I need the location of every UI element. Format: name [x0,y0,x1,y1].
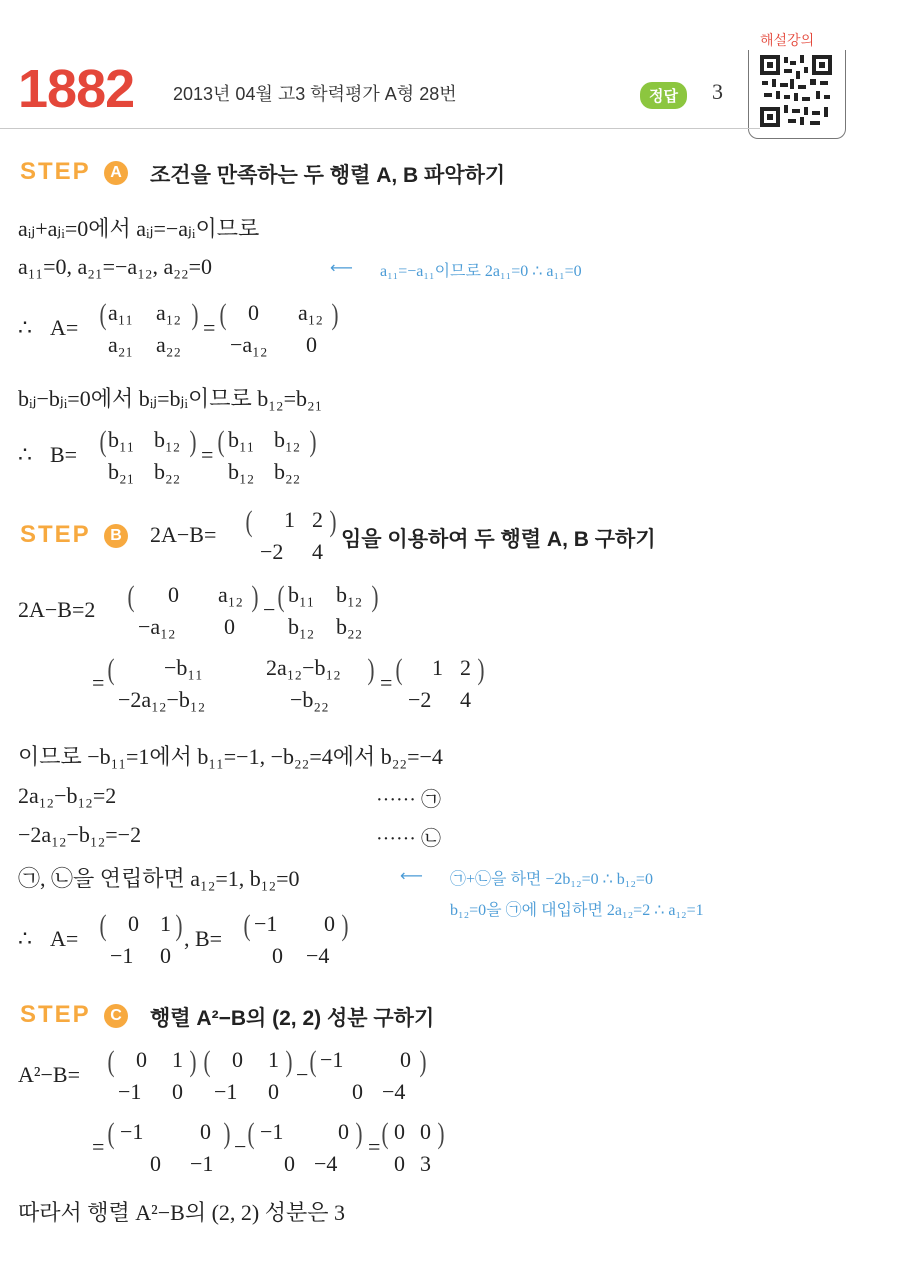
paren-right: ) [437,1117,445,1150]
stepb-m3-r2c1: −2a₁₂−b₁₂ [118,687,206,712]
step-c-label: STEP [20,1001,91,1028]
step-b-line-6: ㉠, ㉡을 연립하면 a₁₂=1, b₁₂=0 [18,866,300,891]
step-b-title-prefix: 2A−B= [150,522,217,547]
A-m1-r2c1: a₂₁ [108,332,134,357]
step-b-label: STEP [20,521,91,548]
stepb-m2-r2c2: b₂₂ [336,614,363,639]
stepb-m4-r2c1: −2 [408,687,432,712]
paren-right: ) [341,909,349,942]
result-A-r1c1: 0 [128,911,139,936]
stepc-m4-r1c1: −1 [120,1119,144,1144]
step-b-m-r2c1: −2 [260,539,284,564]
paren-left: ( [203,1045,211,1078]
paren-right: ) [371,580,379,613]
equation-2-mark: ······ ㉡ [376,828,441,850]
problem-source: 2013년 04월 고3 학력평가 A형 28번 [173,84,457,104]
stepc-m4-r2c1: 0 [150,1151,161,1176]
A-m1-r1c1: a₁₁ [108,300,134,325]
stepb-m3-r1c1: −b₁₁ [164,655,203,680]
paren-left: ( [395,653,403,686]
stepc-m4-r2c2: −1 [190,1151,214,1176]
step-b-line-3: 이므로 −b₁₁=1에서 b₁₁=−1, −b₂₂=4에서 b₂₂=−4 [18,744,443,769]
paren-right: ) [367,653,375,686]
step-a-line-4: bᵢⱼ−bⱼᵢ=0에서 bᵢⱼ=bⱼᵢ이므로 b₁₂=b₂₁ [18,386,323,411]
step-a-title: 조건을 만족하는 두 행렬 A, B 파악하기 [150,164,506,187]
step-a-line-2: a₁₁=0, a₂₁=−a₁₂, a₂₂=0 [18,254,213,279]
left-arrow-icon: ⟵ [330,258,353,277]
stepb-m1-r2c2: 0 [224,614,235,639]
step-b-m-r1c2: 2 [312,507,323,532]
answer-badge: 정답 [640,82,687,109]
stepb-m2-r2c1: b₁₂ [288,614,315,639]
paren-right: ) [189,1045,197,1078]
equals: = [368,1134,381,1159]
stepc-m1-r1c1: 0 [136,1047,147,1072]
paren-right: ) [331,298,339,331]
B-m1-r2c2: b₂₂ [154,459,181,484]
step-a-circle: A [104,161,128,185]
paren-left: ( [309,1045,317,1078]
stepc-m5-r1c1: −1 [260,1119,284,1144]
equation-1-mark: ······ ㉠ [376,789,441,811]
paren-right: ) [175,909,183,942]
minus: − [296,1062,309,1087]
step-b-lhs: 2A−B=2 [18,597,96,622]
paren-right: ) [355,1117,363,1150]
paren-right: ) [477,653,485,686]
result-B-r2c2: −4 [306,943,330,968]
stepc-m6-r2c2: 3 [420,1151,431,1176]
paren-left: ( [127,580,135,613]
paren-left: ( [277,580,285,613]
equation-2: −2a₁₂−b₁₂=−2 [18,822,142,847]
step-a-A-lhs: A= [50,315,79,340]
step-a-note: a₁₁=−a₁₁이므로 2a₁₁=0 ∴ a₁₁=0 [380,263,582,280]
qr-code-icon[interactable] [760,55,832,127]
left-arrow-icon: ⟵ [400,866,423,885]
paren-right: ) [309,425,317,458]
step-a-label: STEP [20,158,91,185]
stepc-m5-r1c2: 0 [338,1119,349,1144]
therefore-symbol: ∴ [18,315,32,340]
result-A-lhs: A= [50,926,79,951]
stepc-m1-r2c1: −1 [118,1079,142,1104]
stepb-m2-r1c1: b₁₁ [288,582,315,607]
stepb-m4-r1c1: 1 [432,655,443,680]
stepc-m2-r1c2: 1 [268,1047,279,1072]
B-m2-r2c2: b₂₂ [274,459,301,484]
step-b-m-r2c2: 4 [312,539,323,564]
result-B-lhs: , B= [184,926,223,951]
B-m2-r1c1: b₁₁ [228,427,255,452]
result-A-r2c1: −1 [110,943,134,968]
stepc-m5-r2c1: 0 [284,1151,295,1176]
result-A-r2c2: 0 [160,943,171,968]
stepb-m1-r1c1: 0 [168,582,179,607]
answer-value: 3 [712,79,723,104]
stepc-m3-r1c2: 0 [400,1047,411,1072]
A-m1-r2c2: a₂₂ [156,332,182,357]
stepc-m2-r2c2: 0 [268,1079,279,1104]
B-m1-r2c1: b₂₁ [108,459,135,484]
result-B-r1c1: −1 [254,911,278,936]
result-A-r1c2: 1 [160,911,171,936]
paren-left: ( [99,298,107,331]
stepc-m2-r1c1: 0 [232,1047,243,1072]
A-m2-r2c2: 0 [306,332,317,357]
step-b-title: 임을 이용하여 두 행렬 A, B 구하기 [341,528,656,551]
B-m1-r1c2: b₁₂ [154,427,181,452]
therefore-symbol: ∴ [18,926,32,951]
step-c-title: 행렬 A²−B의 (2, 2) 성분 구하기 [150,1007,435,1030]
paren-left: ( [219,298,227,331]
header-divider [0,128,760,129]
step-b-m-r1c1: 1 [284,507,295,532]
stepc-m2-r2c1: −1 [214,1079,238,1104]
paren-right: ) [191,298,199,331]
stepc-m1-r1c2: 1 [172,1047,183,1072]
step-c-circle: C [104,1004,128,1028]
A-m2-r1c2: a₁₂ [298,300,324,325]
stepc-m6-r2c1: 0 [394,1151,405,1176]
paren-left: ( [243,909,251,942]
equals: = [380,670,393,695]
B-m1-r1c1: b₁₁ [108,427,135,452]
A-m2-r2c1: −a₁₂ [230,332,268,357]
paren-left: ( [107,653,115,686]
equals: = [203,315,216,340]
stepb-m3-r1c2: 2a₁₂−b₁₂ [266,655,341,680]
stepb-m1-r2c1: −a₁₂ [138,614,176,639]
paren-left: ( [99,425,107,458]
paren-right: ) [285,1045,293,1078]
paren-right: ) [223,1117,231,1150]
equals: = [92,1134,105,1159]
qr-label: 해설강의 [760,32,815,48]
paren-right: ) [419,1045,427,1078]
stepb-m3-r2c2: −b₂₂ [290,687,329,712]
equals: = [92,670,105,695]
stepc-m5-r2c2: −4 [314,1151,338,1176]
stepb-m4-r1c2: 2 [460,655,471,680]
conclusion: 따라서 행렬 A²−B의 (2, 2) 성분은 3 [18,1200,345,1225]
step-b-note-1: ㉠+㉡을 하면 −2b₁₂=0 ∴ b₁₂=0 [450,871,653,888]
paren-left: ( [99,909,107,942]
stepb-m4-r2c2: 4 [460,687,471,712]
step-b-note-2: b₁₂=0을 ㉠에 대입하면 2a₁₂=2 ∴ a₁₂=1 [450,902,704,919]
stepb-m2-r1c2: b₁₂ [336,582,363,607]
paren-right: ) [251,580,259,613]
problem-number: 1882 [18,59,135,119]
stepc-m4-r1c2: 0 [200,1119,211,1144]
stepb-m1-r1c2: a₁₂ [218,582,244,607]
paren-left: ( [381,1117,389,1150]
therefore-symbol: ∴ [18,442,32,467]
paren-left: ( [217,425,225,458]
step-a-B-lhs: B= [50,442,78,467]
equation-1: 2a₁₂−b₁₂=2 [18,783,117,808]
paren-left: ( [107,1045,115,1078]
B-m2-r1c2: b₁₂ [274,427,301,452]
equals: = [201,442,214,467]
stepc-m3-r2c1: 0 [352,1079,363,1104]
step-a-line-1: aᵢⱼ+aⱼᵢ=0에서 aᵢⱼ=−aⱼᵢ이므로 [18,216,260,241]
stepc-m6-r1c2: 0 [420,1119,431,1144]
minus: − [263,597,276,622]
paren-left: ( [245,505,253,538]
step-b-circle: B [104,524,128,548]
result-B-r1c2: 0 [324,911,335,936]
stepc-m3-r1c1: −1 [320,1047,344,1072]
step-c-lhs: A²−B= [18,1062,80,1087]
minus: − [234,1134,247,1159]
A-m1-r1c2: a₁₂ [156,300,182,325]
paren-right: ) [189,425,197,458]
paren-right: ) [329,505,337,538]
result-B-r2c1: 0 [272,943,283,968]
stepc-m6-r1c1: 0 [394,1119,405,1144]
B-m2-r2c1: b₁₂ [228,459,255,484]
stepc-m3-r2c2: −4 [382,1079,406,1104]
paren-left: ( [247,1117,255,1150]
stepc-m1-r2c2: 0 [172,1079,183,1104]
A-m2-r1c1: 0 [248,300,259,325]
paren-left: ( [107,1117,115,1150]
